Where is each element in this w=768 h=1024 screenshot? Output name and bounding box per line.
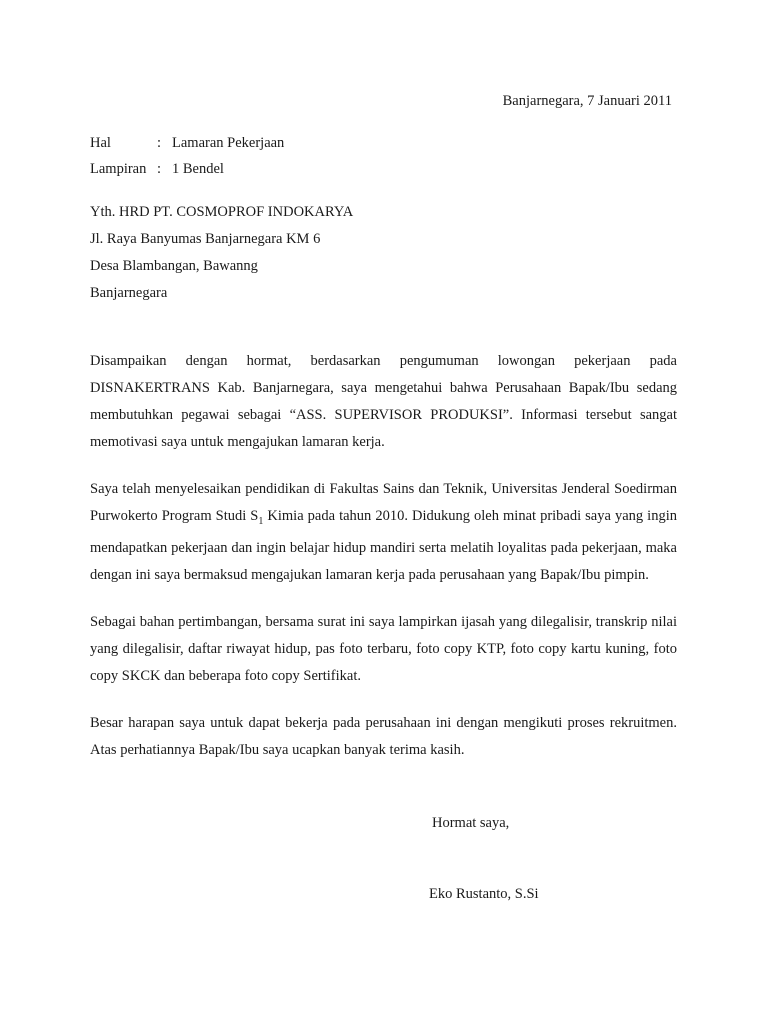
paragraph-4: Besar harapan saya untuk dapat bekerja pada perusahaan ini dengan mengikuti proses rekruitmen. Atas perhatiannya Bapak/Ibu saya ucapkan banyak terima kasih.	[90, 714, 677, 758]
recipient-line-1: Yth. HRD PT. COSMOPROF INDOKARYA	[90, 204, 354, 220]
subject-colon: :	[157, 135, 162, 151]
attachment-value: 1 Bendel	[172, 161, 224, 177]
paragraph-2-part-a: Saya telah menyelesaikan pendidikan di Fakultas Sains dan Teknik, Universitas Jenderal Soedirman Purwokerto Program Studi S	[90, 481, 677, 524]
recipient-line-2: Jl. Raya Banyumas Banjarnegara KM 6	[90, 231, 321, 247]
paragraph-3: Sebagai bahan pertimbangan, bersama surat ini saya lampirkan ijasah yang dilegalisir, transkrip nilai yang dilegalisir, daftar riwayat hidup, pas foto terbaru, foto copy KTP, foto copy kartu kuning, foto copy SKCK dan beberapa foto copy Sertifikat.	[90, 613, 677, 684]
letter-date: Banjarnegara, 7 Januari 2011	[502, 93, 672, 109]
attachment-label: Lampiran	[90, 161, 147, 177]
paragraph-2-subscript: 1	[258, 515, 264, 527]
letter-body	[90, 348, 677, 784]
attachment-colon: :	[157, 161, 162, 177]
paragraph-2-part-b: Kimia pada tahun 2010. Didukung oleh minat pribadi saya yang ingin mendapatkan pekerjaan dan ingin belajar hidup mandiri serta melatih loyalitas pada pekerjaan, maka dengan ini saya bermaksud mengajukan lamaran kerja pada perusahaan yang Bapak/Ibu pimpin.	[90, 508, 677, 583]
closing-salutation: Hormat saya,	[432, 815, 510, 831]
subject-label: Hal	[90, 135, 111, 151]
recipient-line-4: Banjarnegara	[90, 285, 168, 301]
subject-row	[90, 130, 284, 156]
recipient-address	[90, 199, 353, 307]
paragraph-2	[90, 476, 677, 589]
signature-name: Eko Rustanto, S.Si	[429, 886, 539, 902]
subject-value: Lamaran Pekerjaan	[172, 135, 285, 151]
letter-meta	[90, 130, 284, 182]
paragraph-1: Disampaikan dengan hormat, berdasarkan pengumuman lowongan pekerjaan pada DISNAKERTRANS Kab. Banjarnegara, saya mengetahui bahwa Perusahaan Bapak/Ibu sedang membutuhkan pegawai sebagai “ASS. SUPERVISOR PRODUKSI”. Informasi tersebut sangat memotivasi saya untuk mengajukan lamaran kerja.	[90, 353, 677, 450]
recipient-line-3: Desa Blambangan, Bawanng	[90, 258, 258, 274]
attachment-row	[90, 156, 284, 182]
